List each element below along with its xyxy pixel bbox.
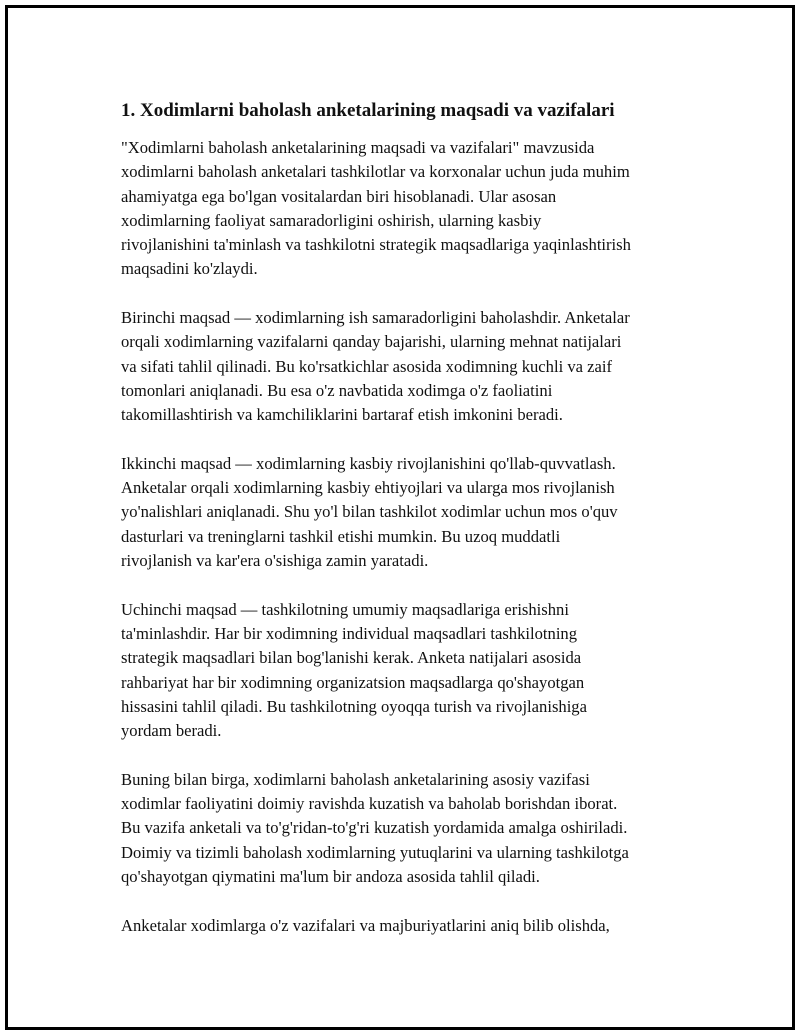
text-line: va sifati tahlil qilinadi. Bu ko'rsatkichlar asosida xodimning kuchli va zaif: [121, 356, 613, 376]
page-frame: [5, 5, 795, 1030]
paragraph-closing: [121, 914, 701, 938]
text-line: xodimlarning faoliyat samaradorligini oshirish, ularning kasbiy: [121, 210, 542, 230]
text-line: Anketalar orqali xodimlarning kasbiy ehtiyojlari va ularga mos rivojlanish: [121, 478, 615, 498]
text-line: ahamiyatga ega bo'lgan vositalardan biri hisoblanadi. Ular asosan: [121, 186, 557, 206]
text-line: takomillashtirish va kamchiliklarini bartaraf etish imkonini beradi.: [121, 405, 563, 425]
text-line: Doimiy va tizimli baholash xodimlarning yutuqlarini va ularning tashkilotga: [121, 842, 629, 862]
text-line: strategik maqsadlari bilan bog'lanishi kerak. Anketa natijalari asosida: [121, 648, 582, 668]
text-line: orqali xodimlarning vazifalarni qanday bajarishi, ularning mehnat natijalari: [121, 332, 622, 352]
text-line: "Xodimlarni baholash anketalarining maqsadi va vazifalari" mavzusida: [121, 138, 595, 157]
text-line: rivojlanish va kar'era o'sishiga zamin yaratadi.: [121, 551, 429, 571]
text-line: qo'shayotgan qiymatini ma'lum bir andoza asosida tahlil qiladi.: [121, 866, 540, 886]
paragraph-first-goal: [121, 306, 701, 427]
text-line: Uchinchi maqsad — tashkilotning umumiy maqsadlariga erishishni: [121, 599, 569, 619]
text-line: Bu vazifa anketali va to'g'ridan-to'g'ri kuzatish yordamida amalga oshiriladi.: [121, 818, 628, 838]
paragraph-intro: [121, 136, 701, 282]
text-line: Anketalar xodimlarga o'z vazifalari va majburiyatlarini aniq bilib olishda,: [121, 915, 610, 935]
paragraph-main-task: [121, 768, 701, 889]
text-line: Ikkinchi maqsad — xodimlarning kasbiy rivojlanishini qo'llab-quvvatlash.: [121, 453, 616, 473]
text-line: Buning bilan birga, xodimlarni baholash anketalarining asosiy vazifasi: [121, 769, 590, 789]
document-body: [121, 98, 701, 962]
text-line: tomonlari aniqlanadi. Bu esa o'z navbatida xodimga o'z faoliatini: [121, 380, 553, 400]
paragraph-third-goal: [121, 598, 701, 744]
text-line: maqsadini ko'zlaydi.: [121, 259, 258, 279]
text-line: xodimlarni baholash anketalari tashkilotlar va korxonalar uchun juda muhim: [121, 162, 630, 182]
text-line: xodimlar faoliyatini doimiy ravishda kuzatish va baholab borishdan iborat.: [121, 794, 618, 814]
paragraph-second-goal: [121, 452, 701, 573]
text-line: yo'nalishlari aniqlanadi. Shu yo'l bilan tashkilot xodimlar uchun mos o'quv: [121, 502, 618, 522]
text-line: rahbariyat har bir xodimning organizatsion maqsadlarga qo'shayotgan: [121, 672, 585, 692]
text-line: dasturlari va treninglarni tashkil etishi mumkin. Bu uzoq muddatli: [121, 526, 561, 546]
text-line: hissasini tahlil qiladi. Bu tashkilotning oyoqqa turish va rivojlanishiga: [121, 696, 587, 716]
text-line: yordam beradi.: [121, 721, 222, 741]
section-heading: 1. Xodimlarni baholash anketalarining maqsadi va vazifalari: [121, 100, 615, 121]
text-line: rivojlanishini ta'minlash va tashkilotni strategik maqsadlariga yaqinlashtirish: [121, 235, 631, 255]
text-line: Birinchi maqsad — xodimlarning ish samaradorligini baholashdir. Anketalar: [121, 308, 630, 328]
text-line: ta'minlashdir. Har bir xodimning individual maqsadlari tashkilotning: [121, 623, 578, 643]
